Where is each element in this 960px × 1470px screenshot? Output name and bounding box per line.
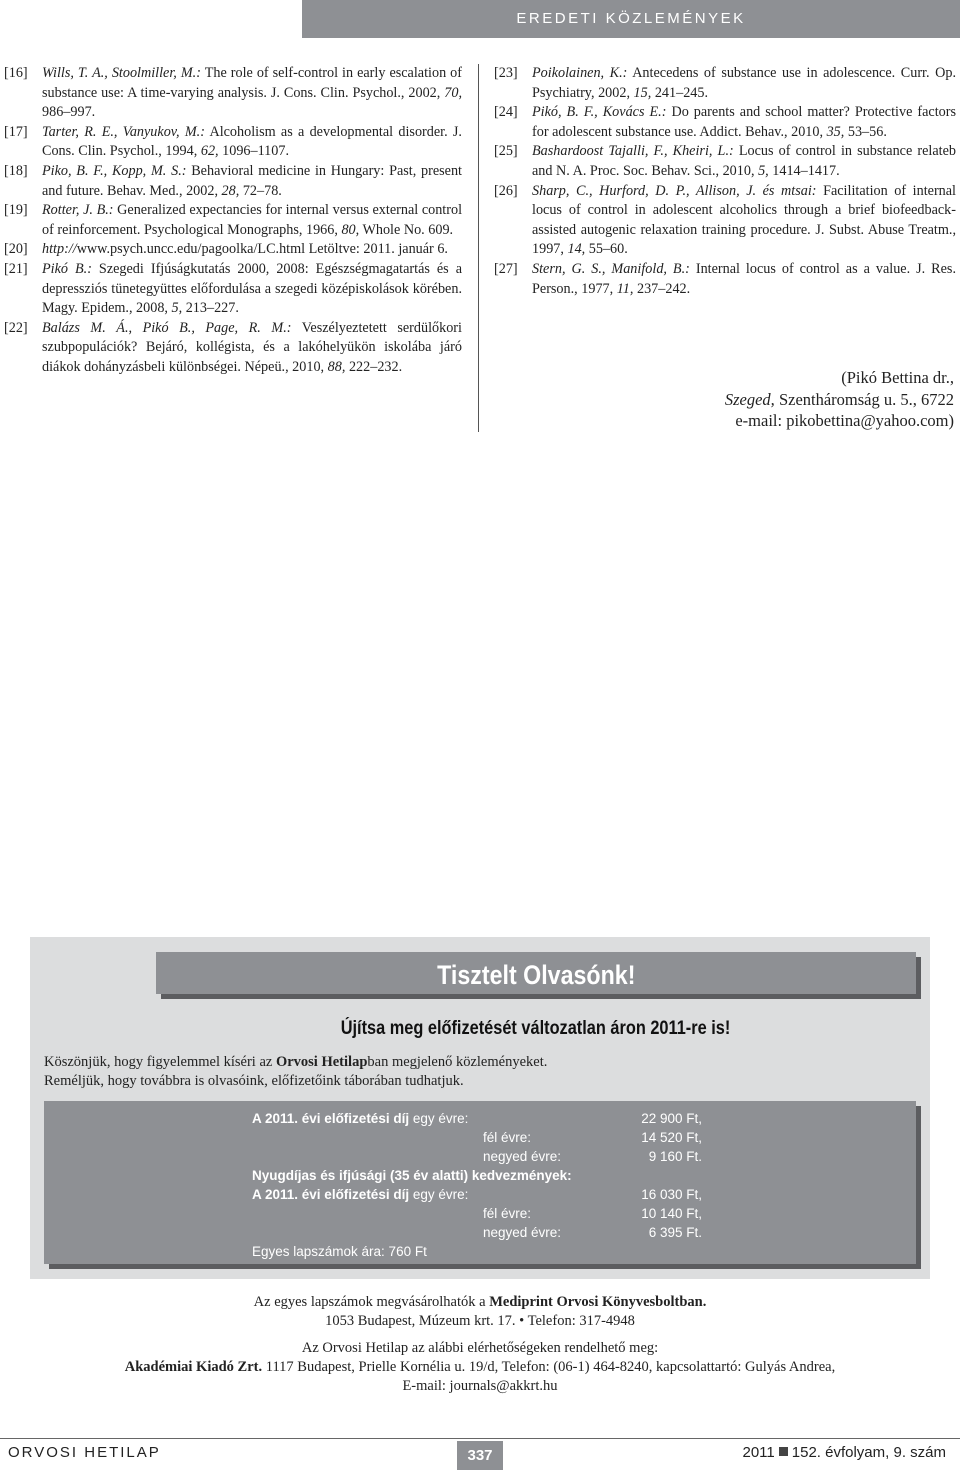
section-header: EREDETI KÖZLEMÉNYEK — [302, 0, 960, 38]
discount-row-quarter-label: negyed évre: — [483, 1225, 562, 1240]
page-number: 337 — [457, 1441, 503, 1470]
reference-16: [16] Wills, T. A., Stoolmiller, M.: The role of self-control in early escalation of substance use: A time-varying analysis. J. Cons. Clin. Psychol., 2002, 70, 986–997. — [4, 65, 462, 121]
reference-22: [22] Balázs M. Á., Pikó B., Page, R. M.: Veszélyeztetett serdülőkori szubpopulációk? Bejáró, kollégista, és a lakóhelyükön iskolába járó diákok dohányzásbeli különbségei. Népeü., 2010, 88, 222–232. — [4, 319, 462, 375]
discount-row-half-label: fél évre: — [483, 1206, 532, 1221]
discount-row-year-value: 16 030 Ft, — [641, 1187, 702, 1202]
references-left-column — [4, 64, 462, 378]
reference-26: [26] Sharp, C., Hurford, D. P., Allison, J. és mtsai: Facilitation of internal locus of control in adolescent alcoholics through a brief biofeedback-assisted autogenic relaxation training procedure. J. Subst. Abuse Treatm., 1997, 14, 55–60. — [494, 182, 956, 258]
price-row-year-label: A 2011. évi előfizetési díj egy évre: — [252, 1111, 469, 1126]
reference-21: [21] Pikó B.: Szegedi Ifjúságkutatás 2000, 2008: Egészségmagatartás és a depressziós tünetegyüttes előfordulása a szegedi középiskolások körében. Magy. Epidem., 2008, 5, 213–227. — [4, 260, 462, 317]
ad-thanks-text: Köszönjük, hogy figyelemmel kíséri az Orvosi Hetilapban megjelenő közleményeket. Reméljük, hogy továbbra is olvasóink, előfizetőink táborában tudhatjuk. — [44, 1054, 548, 1089]
discount-row-year-label: A 2011. évi előfizetési díj egy évre: — [252, 1187, 469, 1202]
reference-18: [18] Piko, B. F., Kopp, M. S.: Behavioral medicine in Hungary: Past, present and future. Behav. Med., 2002, 28, 72–78. — [4, 162, 462, 199]
author-contact — [534, 367, 954, 432]
ordering-heading: Az Orvosi Hetilap az alábbi elérhetőségeken rendelhető meg: — [301, 1340, 659, 1356]
discount-heading: Nyugdíjas és ifjúsági (35 év alatti) kedvezmények: — [252, 1168, 572, 1183]
journal-name: ORVOSI HETILAP — [8, 1444, 161, 1461]
reference-27: [27] Stern, G. S., Manifold, B.: Internal locus of control as a value. J. Res. Person., 1977, 11, 237–242. — [494, 260, 956, 297]
price-row-year-value: 22 900 Ft, — [641, 1111, 702, 1126]
discount-row-half-value: 10 140 Ft, — [641, 1206, 702, 1221]
column-divider — [478, 64, 479, 432]
references-right-column — [494, 64, 956, 299]
price-row-half-label: fél évre: — [483, 1130, 532, 1145]
square-bullet-icon — [779, 1447, 788, 1456]
reference-25: [25] Bashardoost Tajalli, F., Kheiri, L.: Locus of control in substance relateb and N. A. Proc. Soc. Behav. Sci., 2010, 5, 1414–1417. — [494, 143, 956, 179]
ad-title: Tisztelt Olvasónk! — [156, 952, 916, 994]
contact-email: e-mail: pikobettina@yahoo.com) — [735, 411, 954, 430]
ad-subtitle: Újítsa meg előfizetését változatlan áron 2011-re is! — [341, 1018, 731, 1039]
reference-20: [20] http://www.psych.uncc.edu/pagoolka/LC.html Letöltve: 2011. január 6. — [4, 241, 448, 258]
publisher-email: E-mail: journals@akkrt.hu — [402, 1378, 558, 1394]
footer-divider — [0, 1438, 960, 1439]
discount-row-quarter-value: 6 395 Ft. — [648, 1225, 702, 1240]
reference-24: [24] Pikó, B. F., Kovács E.: Do parents and school matter? Protective factors for adolescent substance use. Addict. Behav., 2010, 35, 53–56. — [494, 104, 956, 140]
price-row-quarter-label: negyed évre: — [483, 1149, 562, 1164]
price-table — [44, 1101, 916, 1264]
price-row-quarter-value: 9 160 Ft. — [648, 1149, 702, 1164]
price-row-half-value: 14 520 Ft, — [641, 1130, 702, 1145]
contact-address: Szeged, Szentháromság u. 5., 6722 — [724, 389, 954, 409]
single-issue-price: Egyes lapszámok ára: 760 Ft — [252, 1244, 427, 1259]
bookstore-address: 1053 Budapest, Múzeum krt. 17. • Telefon: 317-4948 — [325, 1313, 635, 1329]
contact-name: (Pikó Bettina dr., — [841, 368, 954, 387]
reference-19: [19] Rotter, J. B.: Generalized expectancies for internal versus external control of reinforcement. Psychological Monographs, 1966, 80, Whole No. 609. — [4, 202, 463, 238]
bookstore-info: Az egyes lapszámok megvásárolhatók a Mediprint Orvosi Könyvesboltban. — [253, 1294, 707, 1310]
reference-17: [17] Tarter, R. E., Vanyukov, M.: Alcoholism as a developmental disorder. J. Cons. Clin. Psychol., 1994, 62, 1096–1107. — [4, 123, 462, 160]
publisher-info: Akadémiai Kiadó Zrt. 1117 Budapest, Prielle Kornélia u. 19/d, Telefon: (06-1) 464-8240, kapcsolattartó: Gulyás Andrea, — [124, 1359, 836, 1375]
reference-23: [23] Poikolainen, K.: Antecedens of substance use in adolescence. Curr. Op. Psychiatry, 2002, 15, 241–245. — [494, 65, 956, 101]
issue-info: 2011 152. évfolyam, 9. szám — [742, 1444, 946, 1461]
